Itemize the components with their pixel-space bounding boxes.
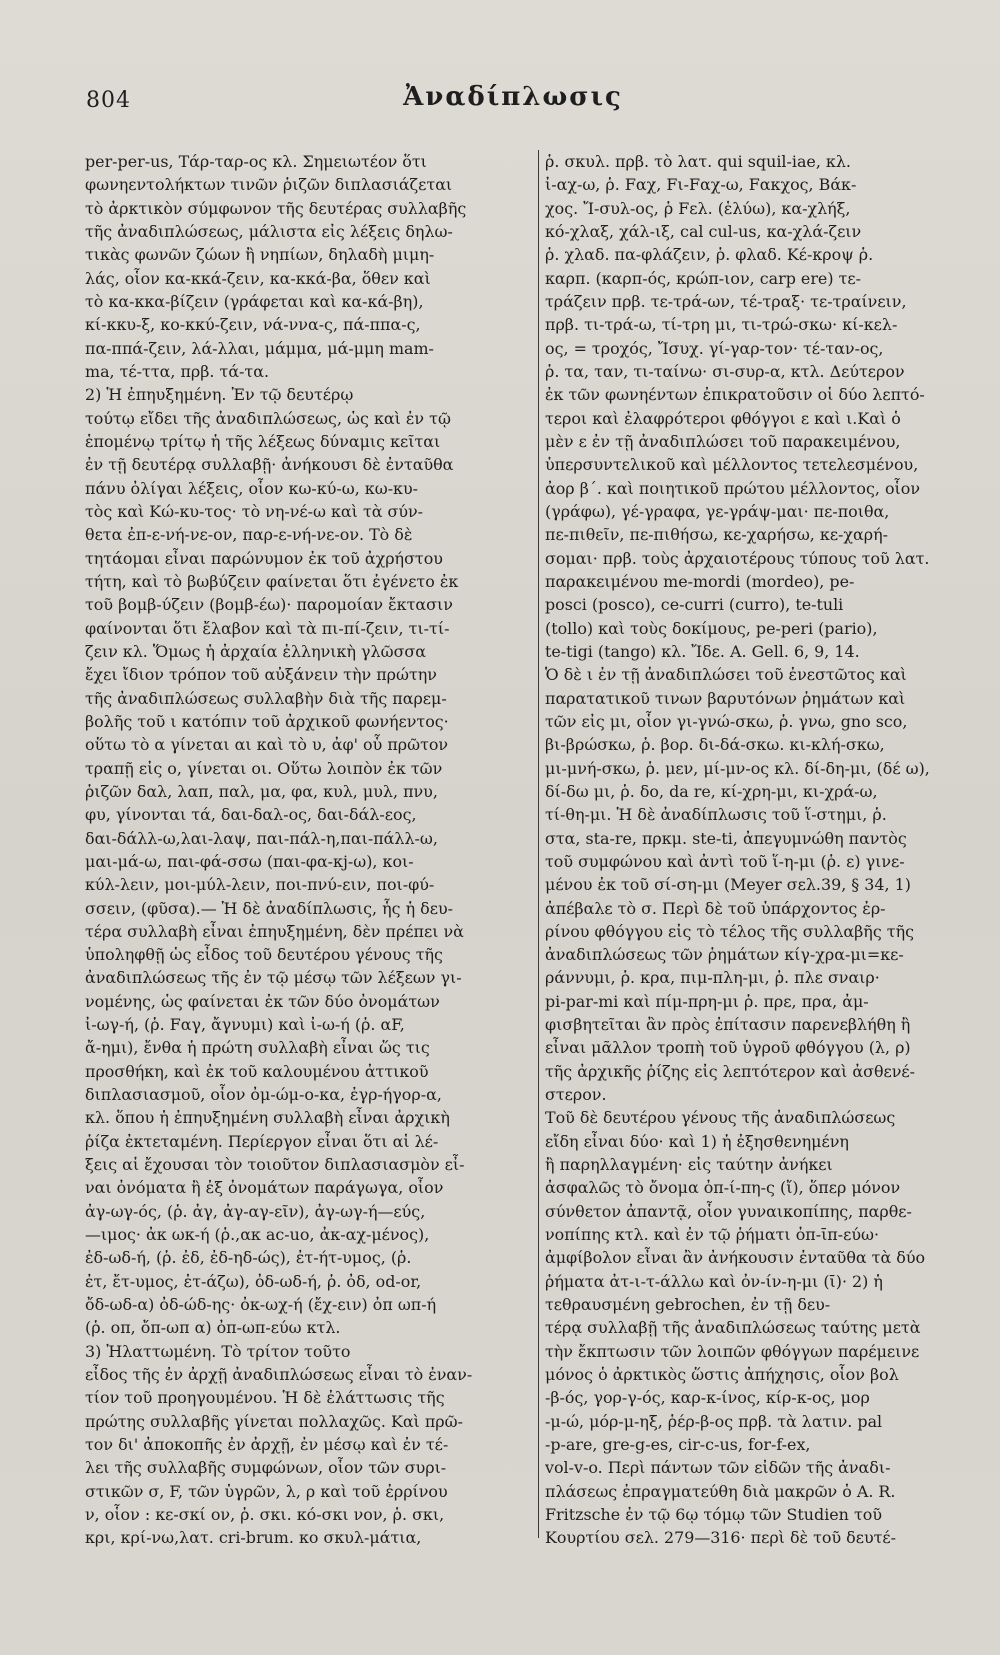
text-line: μένου ἐκ τοῦ σί-ση-μι (Meyer σελ.39, § 34, 1) [545, 875, 911, 895]
text-line: τῆς ἀναδιπλώσεως συλλαβὴν διὰ τῆς παρεμ- [85, 688, 447, 708]
text-line: φαίνονται ὅτι ἔλαβον καὶ τὰ πι-πί-ζειν, τι-τί- [85, 618, 450, 638]
text-line: δί-δω μι, ῥ. δο, da re, κί-χρη-μι, κι-χρά-ω, [545, 781, 878, 801]
text-line: ν, οἷον : κε-σκί ον, ῥ. σκι. κό-σκι νον, ῥ. σκι, [85, 1505, 445, 1525]
text-line: φισβητεῖται ἂν πρὸς ἐπίτασιν παρενεβλήθη ἢ [545, 1015, 911, 1035]
text-line: χος. Ἴ-συλ-ος, ῥ Fελ. (ἑλύω), κα-χλήξ, [545, 198, 851, 218]
text-line: 3) Ἠλαττωμένη. Τὸ τρίτον τοῦτο [85, 1341, 351, 1361]
text-line: μὲν ε ἐν τῇ ἀναδιπλώσει τοῦ παρακειμένου, [545, 431, 901, 451]
text-line: πε-πιθεῖν, πε-πιθήσω, κε-χαρήσω, κε-χαρή- [545, 525, 889, 545]
text-line: παρακειμένου me-mordi (mordeo), pe- [545, 571, 855, 591]
text-line: τῶν εἰς μι, οἷον γι-γνώ-σκω, ῥ. γνω, gno sco, [545, 711, 908, 731]
text-line: τούτῳ εἴδει τῆς ἀναδιπλώσεως, ὡς καὶ ἐν τῷ [85, 408, 451, 428]
text-line: μόνος ὁ ἀρκτικὸς ὥστις ἀπήχησις, οἷον βολ [545, 1365, 899, 1385]
text-line: τὸ κα-κκα-βίζειν (γράφεται καὶ κα-κά-βη), [85, 291, 424, 311]
text-line: (tollo) καὶ τοὺς δοκίμους, pe-peri (pario), [545, 618, 878, 638]
text-line: Fritzsche ἐν τῷ 6ῳ τόμῳ τῶν Studien τοῦ [545, 1505, 882, 1525]
text-line: posci (posco), ce-curri (curro), te-tuli [545, 595, 844, 615]
text-line: ἀορ β΄. καὶ ποιητικοῦ πρώτου μέλλοντος, οἷον [545, 478, 920, 498]
text-line: παρατατικοῦ τινων βαρυτόνων ῥημάτων καὶ [545, 688, 906, 708]
text-line: στα, sta-re, πρκμ. ste-ti, ἀπεγυμνώθη παντὸς [545, 828, 907, 848]
text-line: ῥ. σκυλ. πρβ. τὸ λατ. qui squil-iae, κλ. [545, 152, 851, 171]
text-line: τὸς καὶ Κώ-κυ-τος· τὸ νη-νέ-ω καὶ τὰ σύν- [85, 501, 424, 521]
text-line: εἶναι μᾶλλον τροπὴ τοῦ ὑγροῦ φθόγγου (λ, ρ) [545, 1038, 911, 1058]
text-line: πα-ππά-ζειν, λά-λλαι, μάμμα, μά-μμη mam- [85, 338, 434, 358]
text-line: πρώτης συλλαβῆς γίνεται πολλαχῶς. Καὶ πρῶ- [85, 1411, 463, 1431]
text-line: ράννυμι, ῥ. κρα, πιμ-πλη-μι, ῥ. πλε σναιρ· [545, 968, 880, 988]
text-line: κλ. ὅπου ἡ ἐπηυξημένη συλλαβὴ εἶναι ἀρχικὴ [85, 1108, 450, 1128]
text-line: λει τῆς συλλαβῆς συμφώνων, οἷον τῶν συρι- [85, 1458, 447, 1478]
text-line: ἔχει ἴδιον τρόπον τοῦ αὐξάνειν τὴν πρώτην [85, 665, 437, 685]
text-line: ἐν τῇ δευτέρᾳ συλλαβῇ· ἀνήκουσι δὲ ἐνταῦθα [85, 455, 454, 475]
page-header [86, 82, 940, 122]
text-line: ἢ παρηλλαγμένη· εἰς ταύτην ἀνήκει [545, 1155, 833, 1175]
page-number: 804 [86, 88, 131, 113]
text-line: κύλ-λειν, μοι-μύλ-λειν, ποι-πνύ-ειν, ποι-φύ- [85, 875, 435, 895]
text-line: ῥίζα ἐκτεταμένη. Περίεργον εἶναι ὅτι αἱ λέ- [85, 1131, 439, 1151]
text-line: τοῦ βομβ-ύζειν (βομβ-έω)· παρομοίαν ἔκτασιν [85, 595, 453, 615]
text-line: ξεις αἱ ἔχουσαι τὸν τοιοῦτον διπλασιασμὸν εἶ- [85, 1155, 465, 1175]
text-line: τῆς ἀρχικῆς ῥίζης εἰς λεπτότερον καὶ ἀσθενέ- [545, 1061, 916, 1081]
text-line: ος, = τροχός, Ἴσυχ. γί-γαρ-τον· τέ-ταν-ος, [545, 338, 884, 358]
text-line: ἄ-ημι), ἔνθα ἡ πρώτη συλλαβὴ εἶναι ὥς τις [85, 1038, 430, 1058]
text-line: τὸ ἀρκτικὸν σύμφωνον τῆς δευτέρας συλλαβῆς [85, 198, 467, 218]
text-line: ναι ὀνόματα ἢ ἐξ ὀνομάτων παράγωγα, οἷον [85, 1178, 444, 1198]
text-line: προσθήκη, καὶ ἐκ τοῦ καλουμένου ἀττικοῦ [85, 1061, 429, 1081]
text-line: νομένης, ὡς φαίνεται ἐκ τῶν δύο ὀνομάτων [85, 991, 440, 1011]
text-line: κί-κκυ-ξ, κο-κκύ-ζειν, νά-ννα-ς, πά-ππα-ς, [85, 315, 421, 335]
text-line: τεροι καὶ ἐλαφρότεροι φθόγγοι ε καὶ ι.Καὶ ὁ [545, 408, 901, 428]
text-line: ἰ-ωγ-ή, (ῥ. Fαγ, ἄγνυμι) καὶ ἰ-ω-ή (ῥ. αF, [85, 1015, 405, 1035]
text-line: te-tigi (tango) κλ. Ἴδε. A. Gell. 6, 9, 14. [545, 641, 860, 661]
text-line: pi-par-mi καὶ πίμ-πρη-μι ῥ. πρε, πρα, ἀμ- [545, 991, 869, 1011]
text-line: τήτη, καὶ τὸ βωβύζειν φαίνεται ὅτι ἐγένετο ἐκ [85, 571, 459, 591]
text-line: βολῆς τοῦ ι κατόπιν τοῦ ἀρχικοῦ φωνήεντος· [85, 711, 449, 731]
text-line: κρι, κρί-νω,λατ. cri-brum. κο σκυλ-μάτια, [85, 1528, 422, 1548]
text-line: τέρᾳ συλλαβῇ τῆς ἀναδιπλώσεως ταύτης μετὰ [545, 1318, 921, 1338]
text-line: ἐκ τῶν φωνηέντων ἐπικρατοῦσιν οἱ δύο λεπτό- [545, 385, 925, 405]
text-line: τικὰς φωνῶν ζώων ἢ νηπίων, δηλαδὴ μιμη- [85, 245, 435, 265]
text-line: Ὁ δὲ ι ἐν τῇ ἀναδιπλώσει τοῦ ἐνεστῶτος καὶ [545, 665, 907, 685]
text-line: στικῶν σ, F, τῶν ὑγρῶν, λ, ρ καὶ τοῦ ἐρρίνου [85, 1481, 448, 1501]
text-line: τί-θη-μι. Ἡ δὲ ἀναδίπλωσις τοῦ ἵ-στημι, ῥ. [545, 805, 887, 825]
text-line: μι-μνή-σκω, ῥ. μεν, μί-μν-ος κλ. δί-δη-μι, (δέ ω), [545, 758, 930, 778]
text-line: βι-βρώσκω, ῥ. βορ. δι-δά-σκω. κι-κλή-σκω, [545, 735, 885, 755]
text-line: ἀναδιπλώσεως τῶν ῥημάτων κίγ-χρα-μι=κε- [545, 945, 904, 965]
text-line: ἐδ-ωδ-ή, (ῥ. ἐδ, ἐδ-ηδ-ώς), ἐτ-ήτ-υμος, (ῥ. [85, 1248, 412, 1268]
text-line: τραπῇ εἰς ο, γίνεται οι. Οὕτω λοιπὸν ἐκ τῶν [85, 758, 443, 778]
text-line: -β-ός, γορ-γ-ός, καρ-κ-ίνος, κίρ-κ-ος, μορ [545, 1388, 870, 1408]
text-line: λάς, οἷον κα-κκά-ζειν, κα-κκά-βα, ὅθεν καὶ [85, 268, 431, 288]
text-line: σύνθετον ἀπαντᾷ, οἷον γυναικοπίπης, παρθε- [545, 1201, 912, 1221]
text-line: -μ-ώ, μόρ-μ-ηξ, ῥέρ-β-ος πρβ. τὰ λατιν. pal [545, 1411, 883, 1431]
text-line: (γράφω), γέ-γραφα, γε-γράψ-μαι· πε-ποιθα, [545, 501, 890, 521]
text-line: πάνυ ὀλίγαι λέξεις, οἷον κω-κύ-ω, κω-κυ- [85, 478, 419, 498]
text-line: ὄδ-ωδ-α) ὀδ-ώδ-ης· ὀκ-ωχ-ή (ἔχ-ειν) ὀπ ωπ-ή [85, 1295, 437, 1315]
text-line: φυ, γίνονται τά, δαι-δαλ-ος, δαι-δάλ-εος, [85, 805, 417, 825]
text-line: ἐτ, ἔτ-υμος, ἐτ-άζω), ὀδ-ωδ-ή, ῥ. ὀδ, od-or, [85, 1271, 422, 1291]
text-line: νοπίπης κτλ. καὶ ἐν τῷ ῥήματι ὀπ-ῑπ-εύω· [545, 1225, 880, 1245]
text-line: δαι-δάλλ-ω,λαι-λαψ, παι-πάλ-η,παι-πάλλ-ω, [85, 828, 438, 848]
text-line: ἰ-αχ-ω, ῥ. Fαχ, Fι-Fαχ-ω, Fακχος, Βάκ- [545, 175, 857, 195]
text-line: οὕτω τὸ α γίνεται αι καὶ τὸ υ, ἀφ' οὗ πρῶτον [85, 735, 449, 755]
column-divider [538, 150, 539, 1538]
text-line: ἀπέβαλε τὸ σ. Περὶ δὲ τοῦ ὑπάρχοντος ἐρ- [545, 898, 886, 918]
text-line: ῥ. χλαδ. πα-φλάζειν, ῥ. φλαδ. Κέ-κροψ ῥ. [545, 245, 874, 265]
text-line: ρίνου φθόγγου εἰς τὸ τέλος τῆς συλλαβῆς τῆς [545, 921, 914, 941]
text-line: πλάσεως ἐπραγματεύθη διὰ μακρῶν ὁ A. R. [545, 1481, 896, 1501]
text-line: ὑποληφθῇ ὡς εἶδος τοῦ δευτέρου γένους τῆς [85, 945, 443, 965]
text-line: ῥήματα ἀτ-ι-τ-άλλω καὶ ὀν-ίν-η-μι (ῑ)· 2) ἡ [545, 1271, 883, 1291]
text-line: ζειν κλ. Ὅμως ἡ ἀρχαία ἑλληνικὴ γλῶσσα [85, 641, 426, 661]
text-line: τέρα συλλαβὴ εἶναι ἐπηυξημένη, δὲν πρέπει νὰ [85, 921, 464, 941]
text-line: καρπ. (καρπ-ός, κρώπ-ιον, carp ere) τε- [545, 268, 861, 288]
text-line: φωνηεντολήκτων τινῶν ῥιζῶν διπλασιάζεται [85, 175, 453, 195]
text-line: κό-χλαξ, χάλ-ιξ, cal cul-us, κα-χλά-ζειν [545, 221, 862, 241]
text-line: τεθραυσμένη gebrochen, ἐν τῇ δευ- [545, 1295, 831, 1315]
text-line: τον δι' ἀποκοπῆς ἐν ἀρχῇ, ἐν μέσῳ καὶ ἐν τέ- [85, 1435, 449, 1455]
text-line: τῆς ἀναδιπλώσεως, μάλιστα εἰς λέξεις δηλω- [85, 221, 453, 241]
text-line: ὑπερσυντελικοῦ καὶ μέλλοντος τετελεσμένου, [545, 455, 919, 475]
text-line: σσειν, (φῦσα).— Ἡ δὲ ἀναδίπλωσις, ἧς ἡ δευ- [85, 898, 453, 918]
text-line: θετα ἐπ-ε-νή-νε-ον, παρ-ε-νή-νε-ον. Τὸ δὲ [85, 525, 413, 545]
text-line: per-per-us, Τάρ-ταρ-ος κλ. Σημειωτέον ὅτι [85, 152, 427, 171]
text-line: —ιμος· ἀκ ωκ-ή (ῥ.,ακ ac-uo, ἀκ-αχ-μένος), [85, 1225, 430, 1245]
text-line: τράζειν πρβ. τε-τρά-ων, τέ-τραξ· τε-τραίνειν, [545, 291, 907, 311]
text-line: ἀσφαλῶς τὸ ὄνομα ὀπ-ί-πη-ς (ἴ), ὅπερ μόνον [545, 1178, 901, 1198]
running-title: Ἀναδίπλωσις [403, 82, 623, 112]
text-line: ἀγ-ωγ-ός, (ῥ. ἀγ, ἀγ-αγ-εῖν), ἀγ-ωγ-ή—εύς, [85, 1201, 426, 1221]
text-line: μαι-μά-ω, παι-φά-σσω (παι-φα-κj-ω), κοι- [85, 851, 414, 871]
right-column [545, 150, 930, 1550]
text-line: 2) Ἡ ἐπηυξημένη. Ἐν τῷ δευτέρῳ [85, 385, 354, 405]
text-line: τοῦ συμφώνου καὶ ἀντὶ τοῦ ἵ-η-μι (ῥ. ε) γινε- [545, 851, 905, 871]
text-line: εἶδος τῆς ἐν ἀρχῇ ἀναδιπλώσεως εἶναι τὸ ἐναν- [85, 1365, 473, 1385]
text-line: (ῥ. οπ, ὄπ-ωπ α) ὀπ-ωπ-εύω κτλ. [85, 1318, 341, 1338]
text-line: διπλασιασμοῦ, οἷον ὀμ-ώμ-ο-κα, ἐγρ-ήγορ-α, [85, 1085, 442, 1105]
text-line: τητάομαι εἶναι παρώνυμον ἐκ τοῦ ἀχρήστου [85, 548, 443, 568]
text-line: ἀναδιπλώσεως τῆς ἐν τῷ μέσῳ τῶν λέξεων γι- [85, 968, 462, 988]
left-column [85, 150, 535, 1550]
text-line: τίον τοῦ προηγουμένου. Ἡ δὲ ἐλάττωσις τῆς [85, 1388, 445, 1408]
text-line: -p-are, gre-g-es, cir-c-us, for-f-ex, [545, 1435, 811, 1455]
text-line: τὴν ἔκπτωσιν τῶν λοιπῶν φθόγγων παρέμεινε [545, 1341, 920, 1361]
text-line: στερον. [545, 1085, 607, 1105]
text-line: ma, τέ-ττα, πρβ. τά-τα. [85, 361, 269, 381]
text-line: ἀμφίβολον εἶναι ἂν ἀνήκουσιν ἐνταῦθα τὰ δύο [545, 1248, 926, 1268]
text-line: Τοῦ δὲ δευτέρου γένους τῆς ἀναδιπλώσεως [545, 1108, 896, 1128]
text-line: ἑπομένῳ τρίτῳ ἡ τῆς λέξεως δύναμις κεῖται [85, 431, 441, 451]
text-line: ῥ. τα, ταν, τι-ταίνω· σι-συρ-α, κτλ. Δεύτερον [545, 361, 905, 381]
text-line: εἴδη εἶναι δύο· καὶ 1) ἡ ἐξησθενημένη [545, 1131, 849, 1151]
text-line: Κουρτίου σελ. 279—316· περὶ δὲ τοῦ δευτέ- [545, 1528, 897, 1548]
text-line: vol-v-o. Περὶ πάντων τῶν εἰδῶν τῆς ἀναδι- [545, 1458, 891, 1478]
text-line: σομαι· πρβ. τοὺς ἀρχαιοτέρους τύπους τοῦ λατ. [545, 548, 930, 568]
text-line: ῥιζῶν δαλ, λαπ, παλ, μα, φα, κυλ, μυλ, πνυ, [85, 781, 438, 801]
text-line: πρβ. τι-τρά-ω, τί-τρη μι, τι-τρώ-σκω· κί-κελ- [545, 315, 898, 335]
